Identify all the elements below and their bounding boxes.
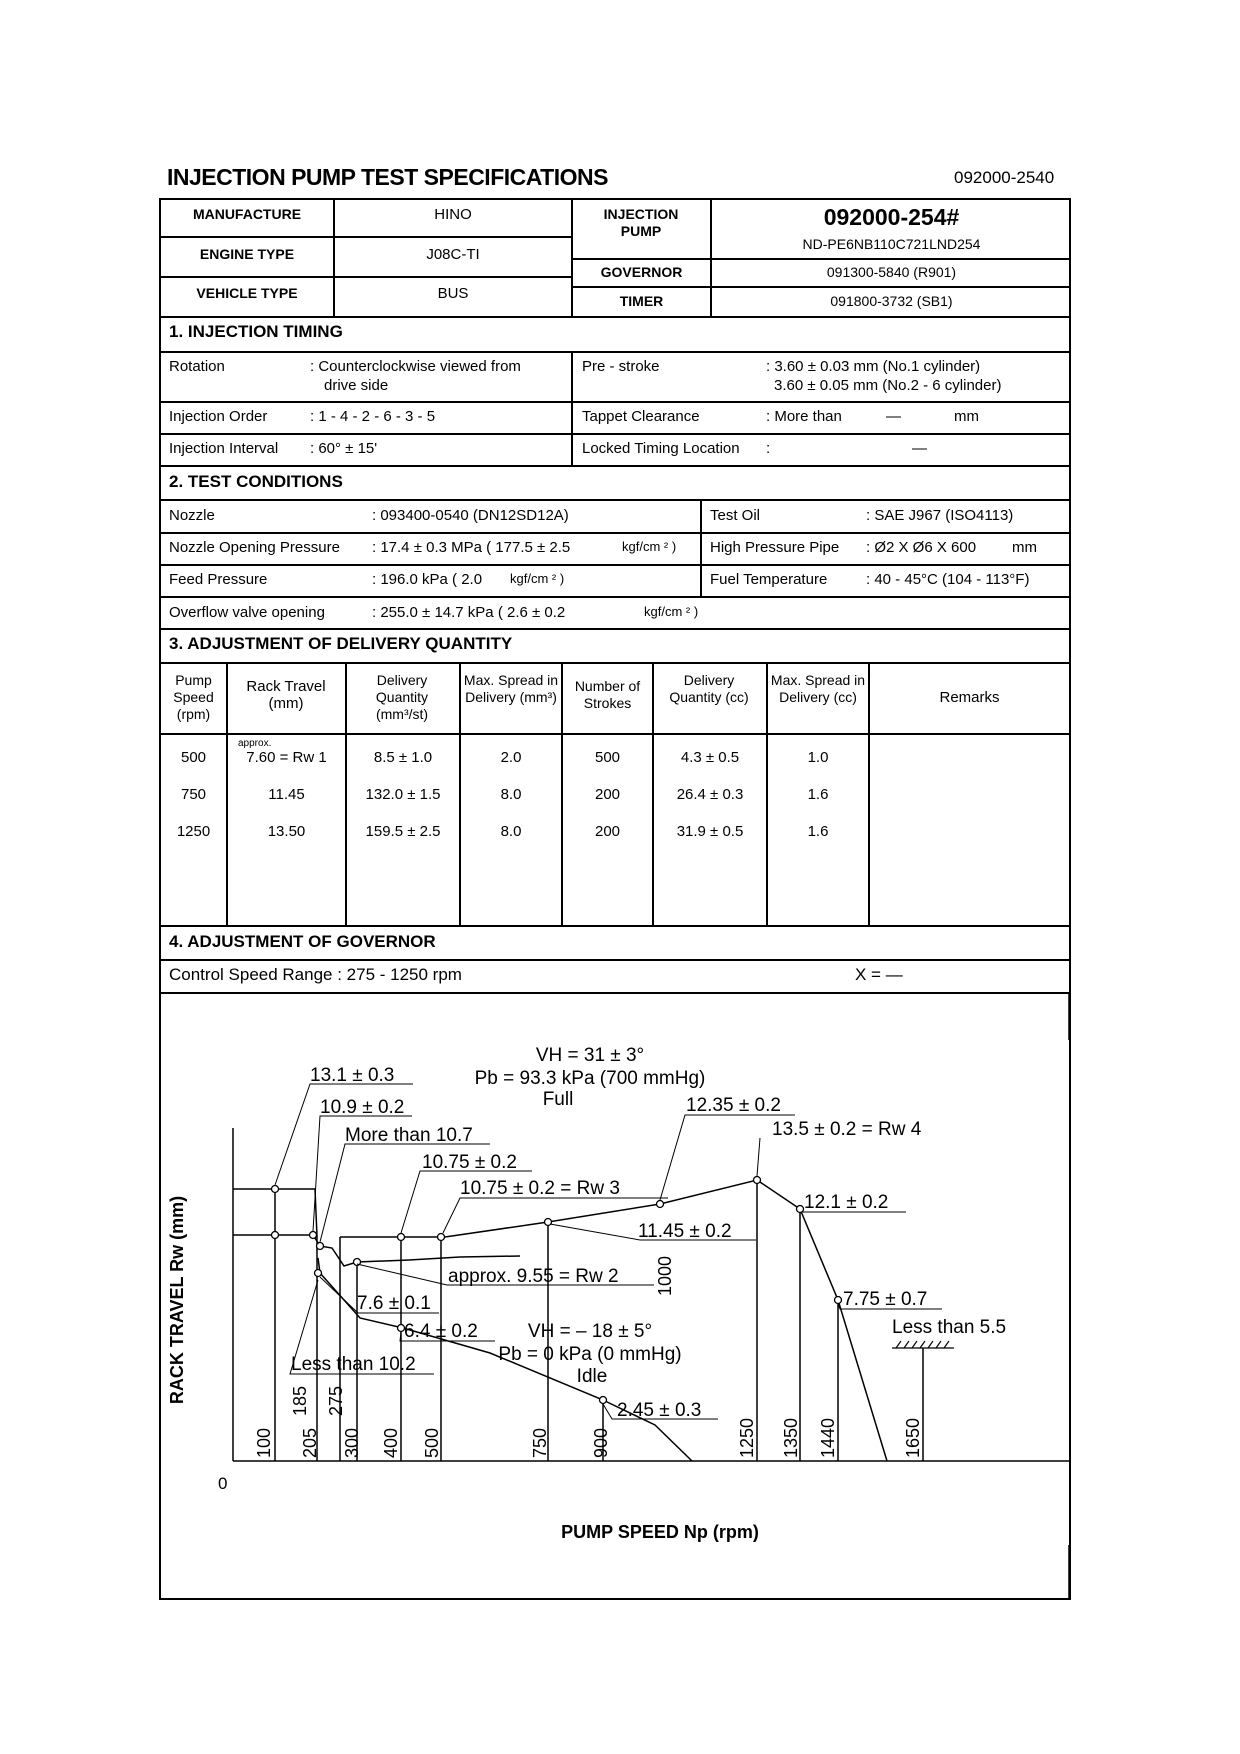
x-value: X = — <box>855 965 903 984</box>
annotation: 7.6 ± 0.1 <box>357 1293 431 1314</box>
prestroke-label: Pre - stroke <box>582 358 660 375</box>
overflow-valve-value: : 255.0 ± 14.7 kPa ( 2.6 ± 0.2 <box>372 604 566 621</box>
high-pressure-pipe-value: : Ø2 X Ø6 X 600 <box>866 539 977 556</box>
engine-type-label: ENGINE TYPE <box>199 246 295 262</box>
table-cell: 159.5 ± 2.5 <box>365 823 441 840</box>
injection-order-label: Injection Order <box>169 408 268 425</box>
pump-model: ND-PE6NB110C721LND254 <box>802 236 981 252</box>
table-cell: 1.6 <box>807 786 829 803</box>
col-header-rack-travel: Rack Travel (mm) <box>246 678 326 712</box>
tappet-dash: — <box>886 408 901 425</box>
feed-pressure-label: Feed Pressure <box>169 571 268 588</box>
annotation: Less than 10.2 <box>291 1354 416 1375</box>
tappet-label: Tappet Clearance <box>582 408 700 425</box>
idle-label: Idle <box>576 1366 608 1387</box>
feed-pressure-unit: kgf/cm ² ) <box>510 571 565 586</box>
speed-tick: 100 <box>254 1427 274 1458</box>
rotation-label: Rotation <box>169 358 225 375</box>
speed-tick: 400 <box>381 1427 401 1458</box>
annotation: 7.75 ± 0.7 <box>843 1289 928 1310</box>
governor-value: 091300-5840 (R901) <box>826 264 957 280</box>
injection-order-value: : 1 - 4 - 2 - 6 - 3 - 5 <box>310 408 436 425</box>
table-cell: 132.0 ± 1.5 <box>365 786 441 803</box>
origin-label: 0 <box>218 1474 228 1493</box>
table-cell: 500 <box>180 749 207 766</box>
speed-tick: 185 <box>290 1385 310 1416</box>
table-cell: 31.9 ± 0.5 <box>676 823 744 840</box>
speed-tick: 500 <box>422 1427 442 1458</box>
nozzle-opening-pressure-unit: kgf/cm ² ) <box>622 539 677 554</box>
annotation: More than 10.7 <box>345 1125 473 1146</box>
vh-idle-label: VH = – 18 ± 5° <box>527 1321 653 1342</box>
timer-label: TIMER <box>619 293 664 309</box>
pb-idle-label: Pb = 0 kPa (0 mmHg) <box>498 1344 682 1365</box>
speed-tick: 750 <box>530 1427 550 1458</box>
nozzle-value: : 093400-0540 (DN12SD12A) <box>372 507 569 524</box>
table-cell: 1250 <box>176 823 211 840</box>
annotation: 13.1 ± 0.3 <box>310 1065 395 1086</box>
annotation: 10.75 ± 0.2 <box>422 1152 517 1173</box>
manufacture-value: HINO <box>434 206 472 223</box>
table-cell: 2.0 <box>500 749 522 766</box>
annotation: 12.1 ± 0.2 <box>804 1192 889 1213</box>
prestroke-value: : 3.60 ± 0.03 mm (No.1 cylinder) <box>766 358 981 375</box>
table-cell: 8.0 <box>500 786 522 803</box>
locked-timing-value: — <box>912 440 927 457</box>
section-governor: 4. ADJUSTMENT OF GOVERNOR <box>169 932 436 951</box>
high-pressure-pipe-label: High Pressure Pipe <box>710 539 840 556</box>
table-cell: 750 <box>180 786 207 803</box>
speed-tick: 205 <box>300 1427 320 1458</box>
fuel-temperature-label: Fuel Temperature <box>710 571 828 588</box>
table-cell: 200 <box>594 823 621 840</box>
annotation: 11.45 ± 0.2 <box>638 1221 732 1242</box>
speed-tick: 1650 <box>903 1417 923 1458</box>
pb-full-label: Pb = 93.3 kPa (700 mmHg) <box>474 1068 706 1089</box>
approx-note: approx. <box>238 738 272 749</box>
locked-timing-label: Locked Timing Location <box>582 440 740 457</box>
col-header-delivery-cc: Delivery Quantity (cc) <box>669 672 749 705</box>
speed-tick: 900 <box>591 1427 611 1458</box>
col-header-max-spread: Max. Spread in Delivery (mm³) <box>463 672 559 705</box>
table-cell: 11.45 <box>268 786 305 803</box>
tappet-unit: mm <box>954 408 979 425</box>
table-cell: 26.4 ± 0.3 <box>676 786 744 803</box>
full-label: Full <box>542 1089 574 1110</box>
overflow-valve-unit: kgf/cm ² ) <box>644 604 699 619</box>
annotation: 10.75 ± 0.2 = Rw 3 <box>460 1178 620 1199</box>
test-oil-label: Test Oil <box>710 507 761 524</box>
speed-tick: 1350 <box>781 1417 801 1458</box>
vehicle-type-label: VEHICLE TYPE <box>196 285 298 301</box>
annotation: 12.35 ± 0.2 <box>686 1095 781 1116</box>
table-cell: 4.3 ± 0.5 <box>680 749 740 766</box>
engine-type-value: J08C-TI <box>426 246 480 263</box>
table-cell: 200 <box>594 786 621 803</box>
speed-tick: 275 <box>326 1385 346 1416</box>
overflow-valve-label: Overflow valve opening <box>169 604 325 621</box>
section-test-conditions: 2. TEST CONDITIONS <box>169 472 343 491</box>
col-header-pump-speed: Pump Speed (rpm) <box>173 672 214 722</box>
speed-tick: 1000 <box>655 1255 675 1296</box>
high-pressure-pipe-unit: mm <box>1012 539 1037 556</box>
tappet-value: : More than <box>766 408 842 425</box>
table-cell: 8.5 ± 1.0 <box>373 749 433 766</box>
page-title: INJECTION PUMP TEST SPECIFICATIONS <box>167 164 608 190</box>
table-cell: 500 <box>594 749 621 766</box>
y-axis-label: RACK TRAVEL Rw (mm) <box>167 1195 187 1405</box>
table-cell: 1.0 <box>807 749 829 766</box>
annotation: approx. 9.55 = Rw 2 <box>448 1266 619 1287</box>
speed-tick: 300 <box>342 1427 362 1458</box>
pump-number: 092000-254# <box>823 204 960 230</box>
col-header-remarks: Remarks <box>939 689 1000 706</box>
nozzle-opening-pressure-value: : 17.4 ± 0.3 MPa ( 177.5 ± 2.5 <box>372 539 571 556</box>
test-oil-value: : SAE J967 (ISO4113) <box>866 507 1014 524</box>
vh-full-label: VH = 31 ± 3° <box>535 1045 645 1066</box>
feed-pressure-value: : 196.0 kPa ( 2.0 <box>372 571 483 588</box>
fuel-temperature-value: : 40 - 45°C (104 - 113°F) <box>866 571 1030 588</box>
col-header-delivery-quantity: Delivery Quantity (mm³/st) <box>375 672 429 722</box>
speed-tick: 1440 <box>818 1417 838 1458</box>
speed-tick: 1250 <box>737 1417 757 1458</box>
rotation-value-2: drive side <box>324 377 389 394</box>
injection-interval-value: : 60° ± 15' <box>310 440 378 457</box>
annotation: 2.45 ± 0.3 <box>617 1400 702 1421</box>
timer-value: 091800-3732 (SB1) <box>830 293 953 309</box>
locked-timing-colon: : <box>766 440 771 457</box>
injection-pump-label: INJECTION PUMP <box>603 206 679 239</box>
nozzle-opening-pressure-label: Nozzle Opening Pressure <box>169 539 340 556</box>
annotation: 10.9 ± 0.2 <box>320 1097 405 1118</box>
governor-label: GOVERNOR <box>600 264 683 280</box>
annotation: Less than 5.5 <box>892 1317 1007 1338</box>
document-number: 092000-2540 <box>954 168 1055 187</box>
table-cell: 1.6 <box>807 823 829 840</box>
table-cell: 8.0 <box>500 823 522 840</box>
annotation: 6.4 ± 0.2 <box>404 1321 478 1342</box>
prestroke-value-2: 3.60 ± 0.05 mm (No.2 - 6 cylinder) <box>774 377 1002 394</box>
section-delivery-quantity: 3. ADJUSTMENT OF DELIVERY QUANTITY <box>169 634 513 653</box>
control-speed-range: Control Speed Range : 275 - 1250 rpm <box>169 965 462 984</box>
manufacture-label: MANUFACTURE <box>192 206 302 222</box>
nozzle-label: Nozzle <box>169 507 215 524</box>
col-header-max-spread-cc: Max. Spread in Delivery (cc) <box>770 672 866 705</box>
table-cell: 13.50 <box>267 823 306 840</box>
annotation: 13.5 ± 0.2 = Rw 4 <box>772 1119 922 1140</box>
injection-interval-label: Injection Interval <box>169 440 279 457</box>
col-header-strokes: Number of Strokes <box>574 678 641 711</box>
section-injection-timing: 1. INJECTION TIMING <box>169 322 343 341</box>
table-cell: 7.60 = Rw 1 <box>246 749 327 766</box>
vehicle-type-value: BUS <box>437 285 469 302</box>
x-axis-label: PUMP SPEED Np (rpm) <box>561 1522 759 1542</box>
rotation-value: : Counterclockwise viewed from <box>310 358 521 375</box>
